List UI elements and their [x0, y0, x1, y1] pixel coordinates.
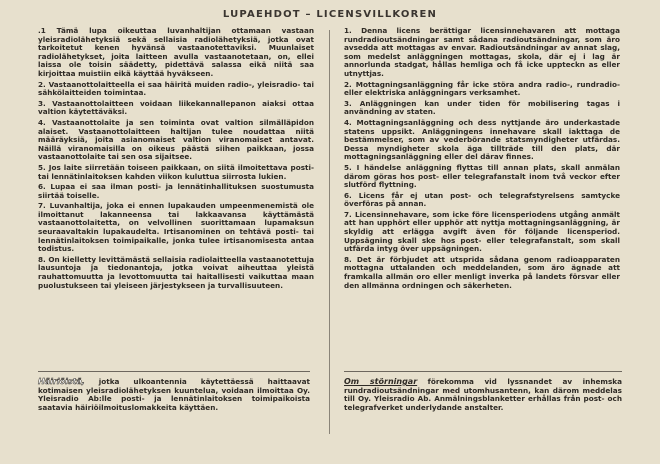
- right-note-rule: [344, 371, 622, 372]
- fi-note-text: jotka ulkoantennia käytettäessä haittaavat kotimaisen yleisradiolähetyksen kuuntelua, voidaan ilmoittaa Oy. Yleisradio Ab:lle posti- ja lennätinlaitoksen toimipaikoista saatavia häiriöilmoituslomakkeita käyttäen.: [38, 377, 310, 412]
- finnish-terms-column: [38, 27, 314, 347]
- left-note-rule: [38, 371, 310, 372]
- fi-term-7: 7. Luvanhaltija, joka ei ennen lupakauden umpeenmenemistä ole ilmoittanut lakanneensa tai lakkaavansa käyttämästä vastaanottolaitetta, on velvollinen suorittamaan lupamaksun seuraavaltakin lupakaudelta. Irtisanominen on tehtävä posti- tai lennätinlaitoksen toimipaikalle, jonka tulee irtisanomisesta antaa todistus.: [38, 201, 314, 254]
- sv-term-7: 7. Licensinnehavare, som icke före licensperiodens utgång anmält att han upphört eller upphör att nyttja mottagningsanläggning, är skyldig att erlägga avgift även för följande licensperiod. Uppsägning skall ske hos post- eller telegrafanstalt, som skall utfärda intyg över uppsägningen.: [344, 209, 620, 254]
- fi-term-1: .1 Tämä lupa oikeuttaa luvanhaltijan ottamaan vastaan yleisradiolähetyksiä sekä sellaisia radiolähetyksiä, jotka ovat tarkoitetut kenen hyvänsä vastaanotettaviksi. Muunlaiset radiolähetykset, joita laitteen avulla vastaanotetaan, on, ellei laissa ole toisin säädetty, pidettävä salassa eikä niitä saa kirjoittaa muistiin eikä käyttää hyväkseen.: [38, 26, 314, 78]
- sv-term-4: 4. Mottagningsanläggning och dess nyttjande äro underkastade statens uppsikt. Anläggningens innehavare skall iakttaga de bestämmelser, som av vederbörande statsmyndigheter utfärdas. Dessa myndigheter skola äga tillträde till den plats, där mottagningsanläggning eller del därav finnes.: [344, 117, 620, 162]
- sv-note-keyword: Om störningar: [344, 377, 418, 386]
- swedish-interference-note: [344, 378, 622, 412]
- swedish-terms-column: [344, 27, 620, 347]
- sv-note-text: förekomma vid lyssnandet av inhemska rundradioutsändningar med utomhusantenn, kan därom meddelas till Oy. Yleisradio Ab. Anmälningsblanketter erhållas från post- och telegrafverket underlydande anstalter.: [344, 377, 622, 412]
- fi-term-4: 4. Vastaanottolaite ja sen toiminta ovat valtion silmälläpidon alaiset. Vastaanottolaitteen haltijan tulee noudattaa niitä määräyksiä, joita asianomaiset valtion viranomaiset antavat. Näillä viranomaisilla on oikeus päästä siihen paikkaan, jossa vastaanottolaite tai sen osa sijaitsee.: [38, 117, 314, 162]
- sv-term-3: 3. Anläggningen kan under tiden för mobilisering tagas i användning av staten.: [344, 98, 620, 117]
- fi-term-8: 8. On kielletty levittämästä sellaisia radiolaitteella vastaanotettuja lausuntoja ja tiedonantoja, jotka voivat aiheuttaa yleistä rauhattomuutta ja levottomuutta tai haitallisesti vaikuttaa maan puolustukseen tai yleiseen järjestykseen ja turvallisuuteen.: [38, 254, 314, 290]
- sv-term-6: 6. Licens får ej utan post- och telegrafstyrelsens samtycke överföras på annan.: [344, 190, 620, 209]
- fi-term-2: 2. Vastaanottolaitteella ei saa häiritä muiden radio-, yleisradio- tai sähkölaitteiden toimintaa.: [38, 79, 314, 98]
- sv-term-8: 8. Det är förbjudet att utsprida sådana genom radioapparaten mottagna uttalanden och meddelanden, som äro ägnade att framkalla allmän oro eller menligt inverka på landets försvar eller den allmänna ordningen och säkerheten.: [344, 254, 620, 290]
- fi-term-3: 3. Vastaanottolaitteen voidaan liikekannallepanon aiaksi ottaa valtion käytettäväksi.: [38, 98, 314, 117]
- card-title: LUPAEHDOT – LICENSVILLKOREN: [222, 9, 438, 20]
- fi-term-5: 5. Jos laite siirretään toiseen paikkaan, on siitä ilmoitettava posti- tai lennätinlaitoksen kahden viikon kuluttua siirrosta lukien.: [38, 162, 314, 181]
- fi-term-6: 6. Lupaa ei saa ilman posti- ja lennätinhallituksen suostumusta siirtää toiselle.: [38, 182, 314, 200]
- sv-term-1: 1. Denna licens berättigar licensinnehavaren att mottaga rundradioutsändningar samt sådana radioutsändningar, som äro avsedda att mottagas av envar. Radioutsändningar av annat slag, som medelst anläggningen mottagas, skola, där ej i lag är annorlunda stadgat, hållas hemliga och få icke uppteckn as eller utnyttjas.: [344, 26, 620, 78]
- finnish-interference-note: [38, 378, 310, 412]
- column-divider: [329, 30, 330, 434]
- fi-note-keyword: Häiriöistä,: [38, 377, 85, 386]
- sv-term-2: 2. Mottagningsanläggning får icke störa andra radio-, rundradio- eller elektriska anläggningars verksamhet.: [344, 79, 620, 98]
- sv-term-5: 5. I händelse anläggning flyttas till annan plats, skall anmälan därom göras hos post- eller telegrafanstalt inom två veckor efter slutförd flyttning.: [344, 162, 620, 190]
